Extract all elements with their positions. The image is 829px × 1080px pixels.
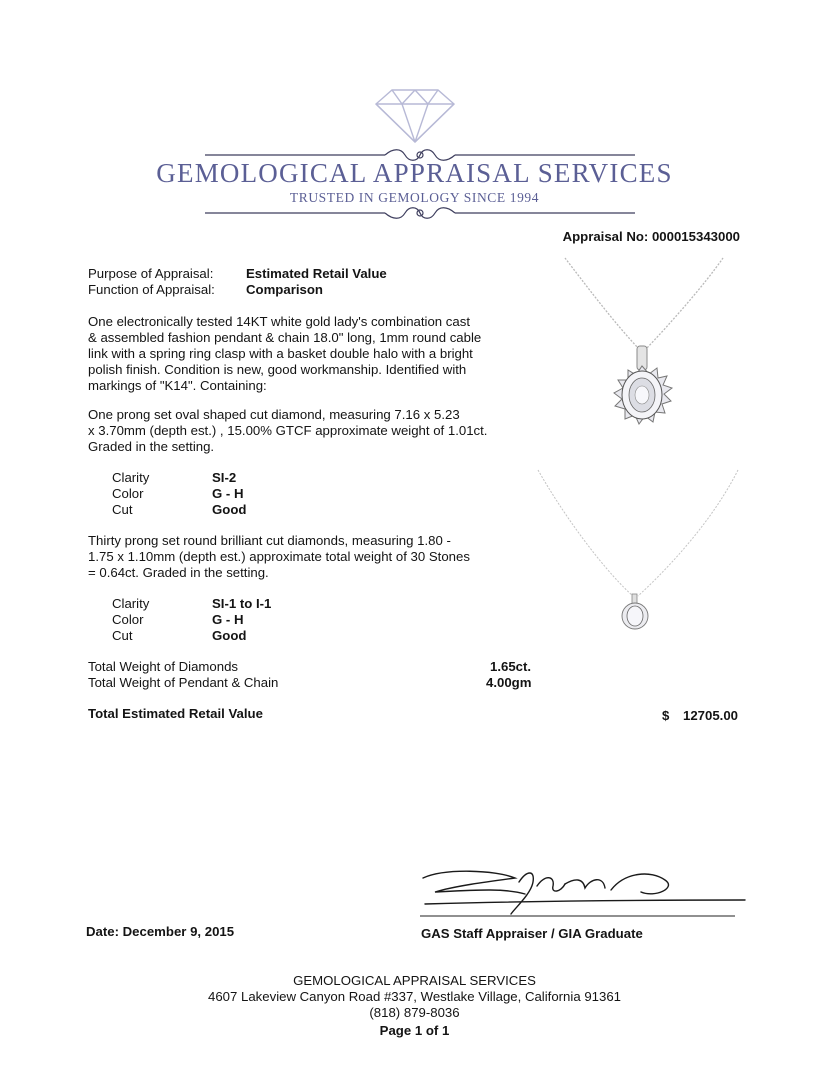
purpose-label: Purpose of Appraisal: (88, 266, 214, 281)
stone-line: x 3.70mm (depth est.) , 15.00% GTCF approximate weight of 1.01ct. (88, 423, 488, 438)
clarity-value: SI-1 to I-1 (212, 596, 272, 611)
scroll-ornament-icon (205, 204, 635, 222)
stone-line: Thirty prong set round brilliant cut diamonds, measuring 1.80 - (88, 533, 451, 548)
company-tagline: TRUSTED IN GEMOLOGY SINCE 1994 (289, 190, 540, 205)
purpose-value: Estimated Retail Value (246, 266, 387, 281)
clarity-label: Clarity (112, 596, 150, 611)
stone-line: Graded in the setting. (88, 439, 215, 454)
pendant-necklace-photo (530, 466, 745, 646)
stone-line: 1.75 x 1.10mm (depth est.) approximate total weight of 30 Stones (88, 549, 470, 564)
footer-phone: (818) 879-8036 (369, 1005, 460, 1020)
color-value: G - H (212, 612, 244, 627)
signature-title: GAS Staff Appraiser / GIA Graduate (421, 926, 643, 941)
footer-address: 4607 Lakeview Canyon Road #337, Westlake Village, California 91361 (208, 989, 621, 1004)
item-description (88, 314, 508, 394)
center-stone-description (88, 407, 508, 455)
stone-line: = 0.64ct. Graded in the setting. (88, 565, 269, 580)
color-value: G - H (212, 486, 244, 501)
clarity-value: SI-2 (212, 470, 237, 485)
appraisal-number: Appraisal No: 000015343000 (562, 229, 740, 244)
total-pendant-value: 4.00gm (486, 675, 532, 690)
total-pendant-label: Total Weight of Pendant & Chain (88, 675, 279, 690)
total-diamonds-value: 1.65ct. (490, 659, 532, 674)
description-line: markings of "K14". Containing: (88, 378, 267, 393)
function-value: Comparison (246, 282, 323, 297)
cut-value: Good (212, 628, 247, 643)
description-line: One electronically tested 14KT white gold lady's combination cast (88, 314, 470, 329)
cut-value: Good (212, 502, 247, 517)
pendant-closeup-photo (545, 254, 745, 464)
company-logo-title: GEMOLOGICAL APPRAISAL SERVICES (156, 158, 673, 188)
function-label: Function of Appraisal: (88, 282, 215, 297)
clarity-label: Clarity (112, 470, 150, 485)
diamond-icon (370, 84, 460, 146)
currency-symbol: $ (662, 708, 670, 723)
description-line: & assembled fashion pendant & chain 18.0" long, 1mm round cable (88, 330, 482, 345)
page-number: Page 1 of 1 (379, 1023, 450, 1038)
appraisal-date: Date: December 9, 2015 (86, 924, 235, 939)
total-diamonds-label: Total Weight of Diamonds (88, 659, 239, 674)
halo-stones-description (88, 533, 508, 581)
color-label: Color (112, 612, 144, 627)
footer-company: GEMOLOGICAL APPRAISAL SERVICES (293, 973, 536, 988)
description-line: link with a spring ring clasp with a basket double halo with a bright (88, 346, 473, 361)
cut-label: Cut (112, 502, 133, 517)
stone-line: One prong set oval shaped cut diamond, measuring 7.16 x 5.23 (88, 407, 460, 422)
description-line: polish finish. Condition is new, good workmanship. Identified with (88, 362, 467, 377)
total-retail-label: Total Estimated Retail Value (88, 706, 263, 721)
cut-label: Cut (112, 628, 133, 643)
signature-image (415, 864, 760, 920)
total-retail-value: 12705.00 (682, 708, 738, 723)
color-label: Color (112, 486, 144, 501)
